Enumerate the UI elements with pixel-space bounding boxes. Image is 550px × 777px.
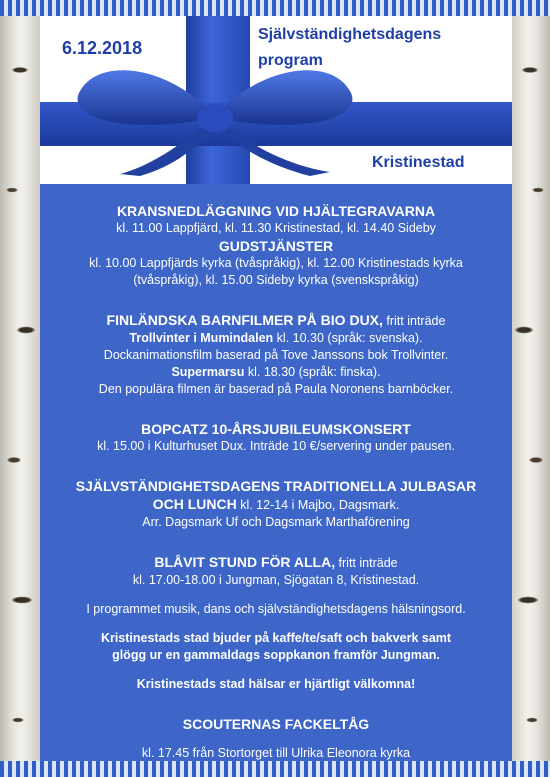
birch-bark-right xyxy=(510,0,550,777)
welcome-message: Kristinestads stad hälsar er hjärtligt välkomna! xyxy=(136,677,416,691)
event-films xyxy=(40,311,512,398)
bluewhite-heading: BLÅVIT STUND FÖR ALLA, xyxy=(154,554,336,570)
city-name: Kristinestad xyxy=(372,154,465,171)
bottom-stripe-border xyxy=(0,761,550,777)
title-line-2: program xyxy=(258,52,323,69)
event-concert xyxy=(40,420,512,455)
bluewhite-line-2: I programmet musik, dans och självständighetsdagens hälsningsord. xyxy=(86,602,466,616)
torch-heading: SCOUTERNAS FACKELTÅG xyxy=(182,716,370,732)
birch-bark-left xyxy=(0,0,40,777)
service-line-2: (tvåspråkig), kl. 15.00 Sideby kyrka (svenskspråkig) xyxy=(133,273,419,287)
event-bluewhite xyxy=(40,553,512,693)
film2-title: Supermarsu xyxy=(171,365,245,379)
concert-line-1: kl. 15.00 i Kulturhuset Dux. Inträde 10 €/servering under pausen. xyxy=(97,439,455,453)
event-date: 6.12.2018 xyxy=(62,38,143,58)
wreath-heading: KRANSNEDLÄGGNING VID HJÄLTEGRAVARNA xyxy=(116,203,436,219)
bazaar-heading-2: OCH LUNCH xyxy=(152,496,237,512)
bluewhite-line-1: kl. 17.00-18.00 i Jungman, Sjögatan 8, Kristinestad. xyxy=(132,573,420,587)
film1-time: kl. 10.30 (språk: svenska). xyxy=(273,331,423,345)
service-heading: GUDSTJÄNSTER xyxy=(218,238,334,254)
bazaar-time: kl. 12-14 i Majbo, Dagsmark. xyxy=(236,498,400,512)
title-line-1: Självständighetsdagens xyxy=(258,26,442,43)
program-panel xyxy=(40,16,512,761)
header-area xyxy=(40,16,512,184)
films-free: fritt inträde xyxy=(382,314,446,328)
bazaar-line-2: Arr. Dagsmark Uf och Dagsmark Marthaförening xyxy=(142,515,410,529)
event-torch xyxy=(40,715,512,761)
program-content xyxy=(40,202,512,761)
page-title xyxy=(258,22,498,74)
service-line-1: kl. 10.00 Lappfjärds kyrka (tvåspråkig), kl. 12.00 Kristinestads kyrka xyxy=(89,256,463,270)
film2-description: Den populära filmen är baserad på Paula Noronens barnböcker. xyxy=(98,382,454,396)
ribbon-bow-icon xyxy=(60,56,370,176)
bluewhite-offer-1: Kristinestads stad bjuder på kaffe/te/saft och bakverk samt xyxy=(100,631,452,645)
top-stripe-border xyxy=(0,0,550,16)
bluewhite-free: fritt inträde xyxy=(335,556,398,570)
torch-line-1: kl. 17.45 från Stortorget till Ulrika Eleonora kyrka xyxy=(141,746,411,760)
concert-heading: BOPCATZ 10-ÅRSJUBILEUMSKONSERT xyxy=(141,421,411,437)
event-bazaar xyxy=(40,477,512,531)
films-heading: FINLÄNDSKA BARNFILMER PÅ BIO DUX, xyxy=(106,312,383,328)
bluewhite-offer-2: glögg ur en gammaldags soppkanon framför Jungman. xyxy=(112,648,440,662)
film1-title: Trollvinter i Mumindalen xyxy=(129,331,274,345)
film2-time: kl. 18.30 (språk: finska). xyxy=(244,365,381,379)
bazaar-heading-1: SJÄLVSTÄNDIGHETSDAGENS TRADITIONELLA JULBASAR xyxy=(75,478,477,494)
film1-description: Dockanimationsfilm baserad på Tove Janssons bok Trollvinter. xyxy=(103,348,449,362)
event-service xyxy=(40,237,512,289)
event-wreath xyxy=(40,202,512,237)
wreath-times: kl. 11.00 Lappfjärd, kl. 11.30 Kristinestad, kl. 14.40 Sideby xyxy=(116,221,436,235)
